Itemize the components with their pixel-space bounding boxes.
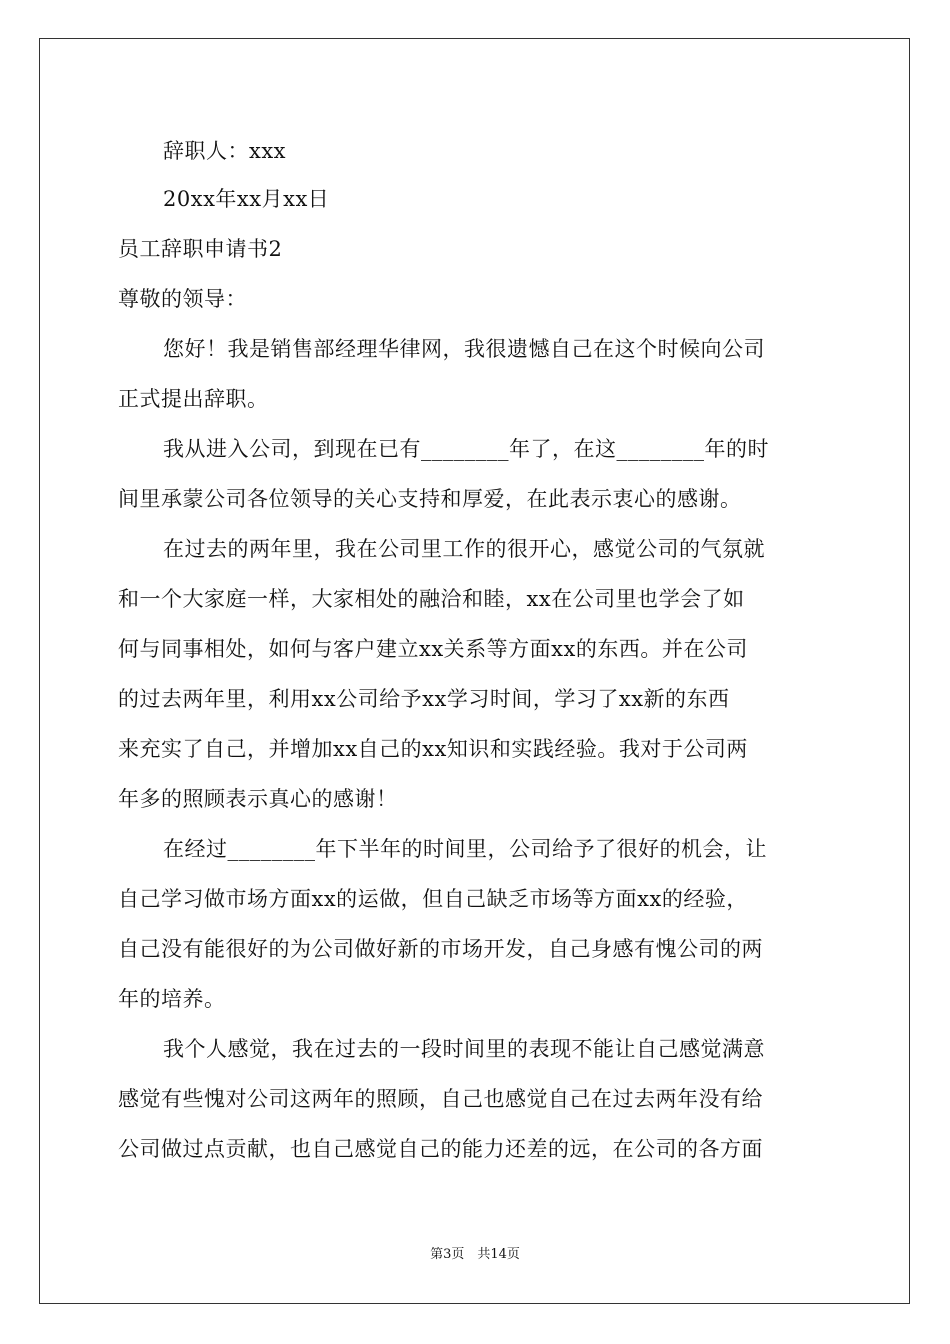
body-line: 年的培养。	[118, 987, 226, 1011]
body-line: 年多的照顾表示真心的感谢！	[118, 787, 398, 811]
signoff-label: 辞职人：xxx	[163, 139, 287, 163]
document-heading: 员工辞职申请书2	[118, 237, 283, 261]
page-number-footer: 第3页 共14页	[430, 1247, 520, 1262]
salutation: 尊敬的领导：	[118, 287, 247, 311]
body-line: 感觉有些愧对公司这两年的照顾，自己也感觉自己在过去两年没有给	[118, 1087, 763, 1111]
body-line: 和一个大家庭一样，大家相处的融洽和睦，xx在公司里也学会了如	[118, 587, 745, 611]
body-line: 的过去两年里，利用xx公司给予xx学习时间，学习了xx新的东西	[118, 687, 730, 711]
body-line: 您好！我是销售部经理华律网，我很遗憾自己在这个时候向公司	[163, 337, 765, 361]
page-frame	[39, 38, 910, 1304]
body-line: 我从进入公司，到现在已有________年了，在这________年的时	[163, 437, 769, 461]
body-line: 自己没有能很好的为公司做好新的市场开发，自己身感有愧公司的两	[118, 937, 763, 961]
body-line: 我个人感觉，我在过去的一段时间里的表现不能让自己感觉满意	[163, 1037, 765, 1061]
body-line: 在经过________年下半年的时间里，公司给予了很好的机会，让	[163, 837, 767, 861]
body-line: 何与同事相处，如何与客户建立xx关系等方面xx的东西。并在公司	[118, 637, 748, 661]
body-line: 公司做过点贡献，也自己感觉自己的能力还差的远，在公司的各方面	[118, 1137, 763, 1161]
body-line: 来充实了自己，并增加xx自己的xx知识和实践经验。我对于公司两	[118, 737, 748, 761]
body-line: 间里承蒙公司各位领导的关心支持和厚爱，在此表示衷心的感谢。	[118, 487, 742, 511]
body-line: 在过去的两年里，我在公司里工作的很开心，感觉公司的气氛就	[163, 537, 765, 561]
date-line: 20xx年xx月xx日	[163, 187, 330, 211]
body-line: 正式提出辞职。	[118, 387, 269, 411]
body-line: 自己学习做市场方面xx的运做，但自己缺乏市场等方面xx的经验，	[118, 887, 748, 911]
